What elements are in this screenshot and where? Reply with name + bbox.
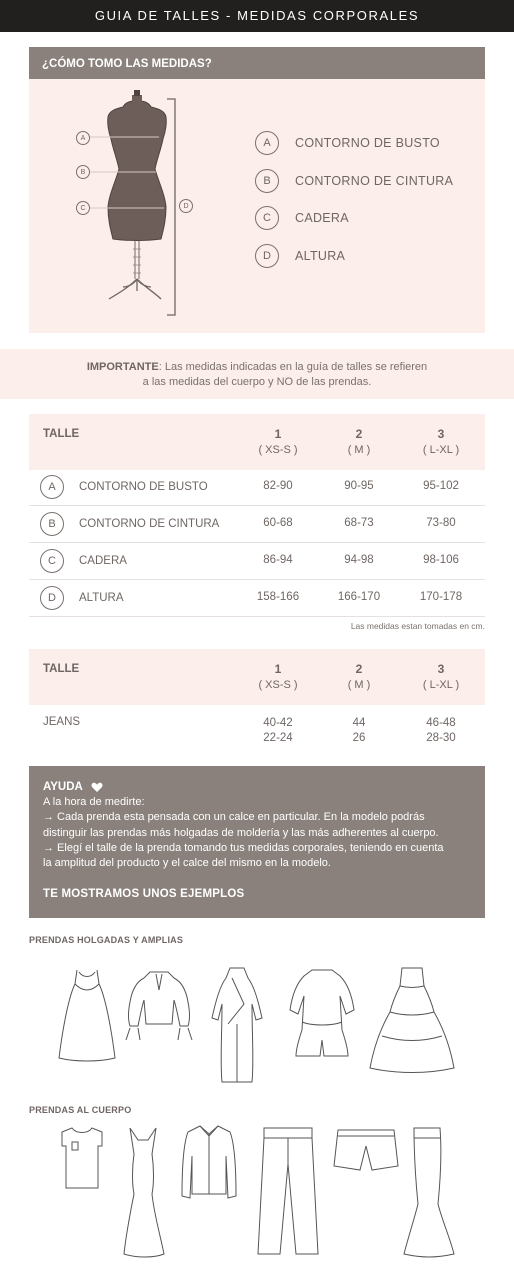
- legend-item-waist: [255, 169, 453, 193]
- size-num: 1: [274, 662, 282, 676]
- cell-size-3: 98-106: [423, 554, 459, 566]
- cell-size-3: 73-80: [426, 517, 456, 529]
- garment-sketch-shorts: [332, 1126, 400, 1174]
- mannequin-stand-pole: [133, 249, 141, 273]
- garment-sketch-trousers: [256, 1124, 320, 1258]
- garment-sketch-tee: [58, 1124, 106, 1194]
- jeans-row: [29, 706, 485, 758]
- mannequin-body: [108, 101, 167, 241]
- size-num: 3: [437, 427, 445, 441]
- help-title: AYUDA: [43, 781, 83, 793]
- legend-label: ALTURA: [295, 249, 346, 263]
- cell-size-1: 82-90: [263, 480, 293, 492]
- talle-label: TALLE: [43, 663, 80, 675]
- help-line-2: distinguir las prendas más holgadas de moldería y las más adherentes al cuerpo.: [43, 826, 439, 839]
- units-note: Las medidas estan tomadas en cm.: [350, 621, 485, 631]
- size-col-1: [243, 414, 313, 456]
- jeans-size-1: [243, 716, 313, 746]
- row-letter: D: [40, 586, 64, 610]
- row-name: CONTORNO DE BUSTO: [79, 481, 208, 493]
- size-name: ( M ): [347, 444, 371, 456]
- cell-value: 22-24: [263, 732, 293, 744]
- diagram-label-b: B: [76, 165, 90, 179]
- cell-size-2: 94-98: [344, 554, 374, 566]
- important-line-2: a las medidas del cuerpo y NO de las prendas.: [142, 376, 372, 388]
- garment-sketch-blouse: [122, 966, 194, 1046]
- help-intro: A la hora de medirte:: [43, 796, 145, 809]
- legend-letter: D: [255, 244, 279, 268]
- legend-letter: C: [255, 206, 279, 230]
- cell-value: 46-48: [426, 717, 456, 729]
- garment-sketch-shirt: [178, 1122, 240, 1204]
- size-num: 2: [355, 662, 363, 676]
- size-col-1: [243, 649, 313, 691]
- cell-value: 44: [352, 717, 366, 729]
- cell-size-1: 60-68: [263, 517, 293, 529]
- talle-label: TALLE: [43, 428, 80, 440]
- size-col-3: [406, 414, 476, 456]
- table-row: [29, 580, 485, 617]
- cell-value: 40-42: [263, 717, 293, 729]
- mannequin-knob: [134, 90, 140, 96]
- cell-value: 26: [352, 732, 366, 744]
- how-to-measure-header: ¿CÓMO TOMO LAS MEDIDAS?: [29, 47, 485, 79]
- cell-size-2: 166-170: [337, 591, 381, 603]
- important-line-1: : Las medidas indicadas en la guía de talles se refieren: [158, 361, 428, 373]
- help-line-4: la amplitud del producto y el calce del mismo en la modelo.: [43, 857, 331, 870]
- measure-panel: [29, 79, 485, 333]
- size-table-header: [29, 414, 485, 470]
- mannequin-diagram: [29, 79, 229, 333]
- row-letter: C: [40, 549, 64, 573]
- garment-sketch-tiered-dress: [366, 964, 458, 1076]
- help-line-1: → Cada prenda esta pensada con un calce en particular. En la modelo podrás: [43, 811, 425, 824]
- heart-icon: [91, 782, 103, 793]
- table-row: [29, 543, 485, 580]
- legend-letter: B: [255, 169, 279, 193]
- row-letter: B: [40, 512, 64, 536]
- size-col-3: [406, 649, 476, 691]
- legend-item-height: [255, 244, 345, 268]
- legend-label: CONTORNO DE CINTURA: [295, 174, 454, 188]
- cell-size-3: 95-102: [423, 480, 459, 492]
- garment-sketch-romper: [286, 966, 356, 1062]
- garment-sketch-long-dress: [206, 964, 270, 1086]
- page-title: GUIA DE TALLES - MEDIDAS CORPORALES: [0, 0, 514, 32]
- size-col-2: [324, 649, 394, 691]
- cell-size-1: 158-166: [256, 591, 300, 603]
- diagram-label-a: A: [76, 131, 90, 145]
- row-letter: A: [40, 475, 64, 499]
- important-note: [0, 349, 514, 399]
- fitted-garments-title: PRENDAS AL CUERPO: [29, 1105, 132, 1115]
- cell-size-1: 86-94: [263, 554, 293, 566]
- table-row: [29, 469, 485, 506]
- table-row: [29, 506, 485, 543]
- mannequin-base: [109, 279, 161, 299]
- legend-item-bust: [255, 131, 440, 155]
- row-name: CONTORNO DE CINTURA: [79, 518, 220, 530]
- help-line-3: → Elegí el talle de la prenda tomando tus medidas corporales, teniendo en cuenta: [43, 841, 444, 854]
- examples-cta: TE MOSTRAMOS UNOS EJEMPLOS: [43, 888, 245, 900]
- important-label: IMPORTANTE: [86, 361, 159, 373]
- help-box: [29, 766, 485, 918]
- garment-sketch-maxi-skirt: [400, 1124, 458, 1260]
- garment-sketch-dress: [55, 966, 119, 1066]
- cell-size-2: 68-73: [344, 517, 374, 529]
- legend-letter: A: [255, 131, 279, 155]
- legend-label: CADERA: [295, 211, 349, 225]
- diagram-label-d: D: [179, 199, 193, 213]
- size-name: ( L-XL ): [422, 444, 460, 456]
- mannequin-neck: [132, 95, 142, 103]
- row-name: JEANS: [43, 716, 81, 728]
- diagram-label-c: C: [76, 201, 90, 215]
- row-name: CADERA: [79, 555, 127, 567]
- cell-size-2: 90-95: [344, 480, 374, 492]
- cell-size-3: 170-178: [419, 591, 463, 603]
- jeans-size-2: [324, 716, 394, 746]
- size-name: ( M ): [347, 679, 371, 691]
- size-num: 2: [355, 427, 363, 441]
- size-num: 3: [437, 662, 445, 676]
- garment-sketch-gown: [120, 1124, 168, 1260]
- jeans-table-header: [29, 649, 485, 705]
- size-col-2: [324, 414, 394, 456]
- cell-value: 28-30: [426, 732, 456, 744]
- size-name: ( L-XL ): [422, 679, 460, 691]
- jeans-size-3: [406, 716, 476, 746]
- height-bracket: [167, 99, 175, 315]
- size-name: ( XS-S ): [258, 679, 298, 691]
- legend-item-hip: [255, 206, 349, 230]
- row-name: ALTURA: [79, 592, 124, 604]
- loose-garments-title: PRENDAS HOLGADAS Y AMPLIAS: [29, 935, 184, 945]
- size-name: ( XS-S ): [258, 444, 298, 456]
- size-num: 1: [274, 427, 282, 441]
- legend-label: CONTORNO DE BUSTO: [295, 136, 440, 150]
